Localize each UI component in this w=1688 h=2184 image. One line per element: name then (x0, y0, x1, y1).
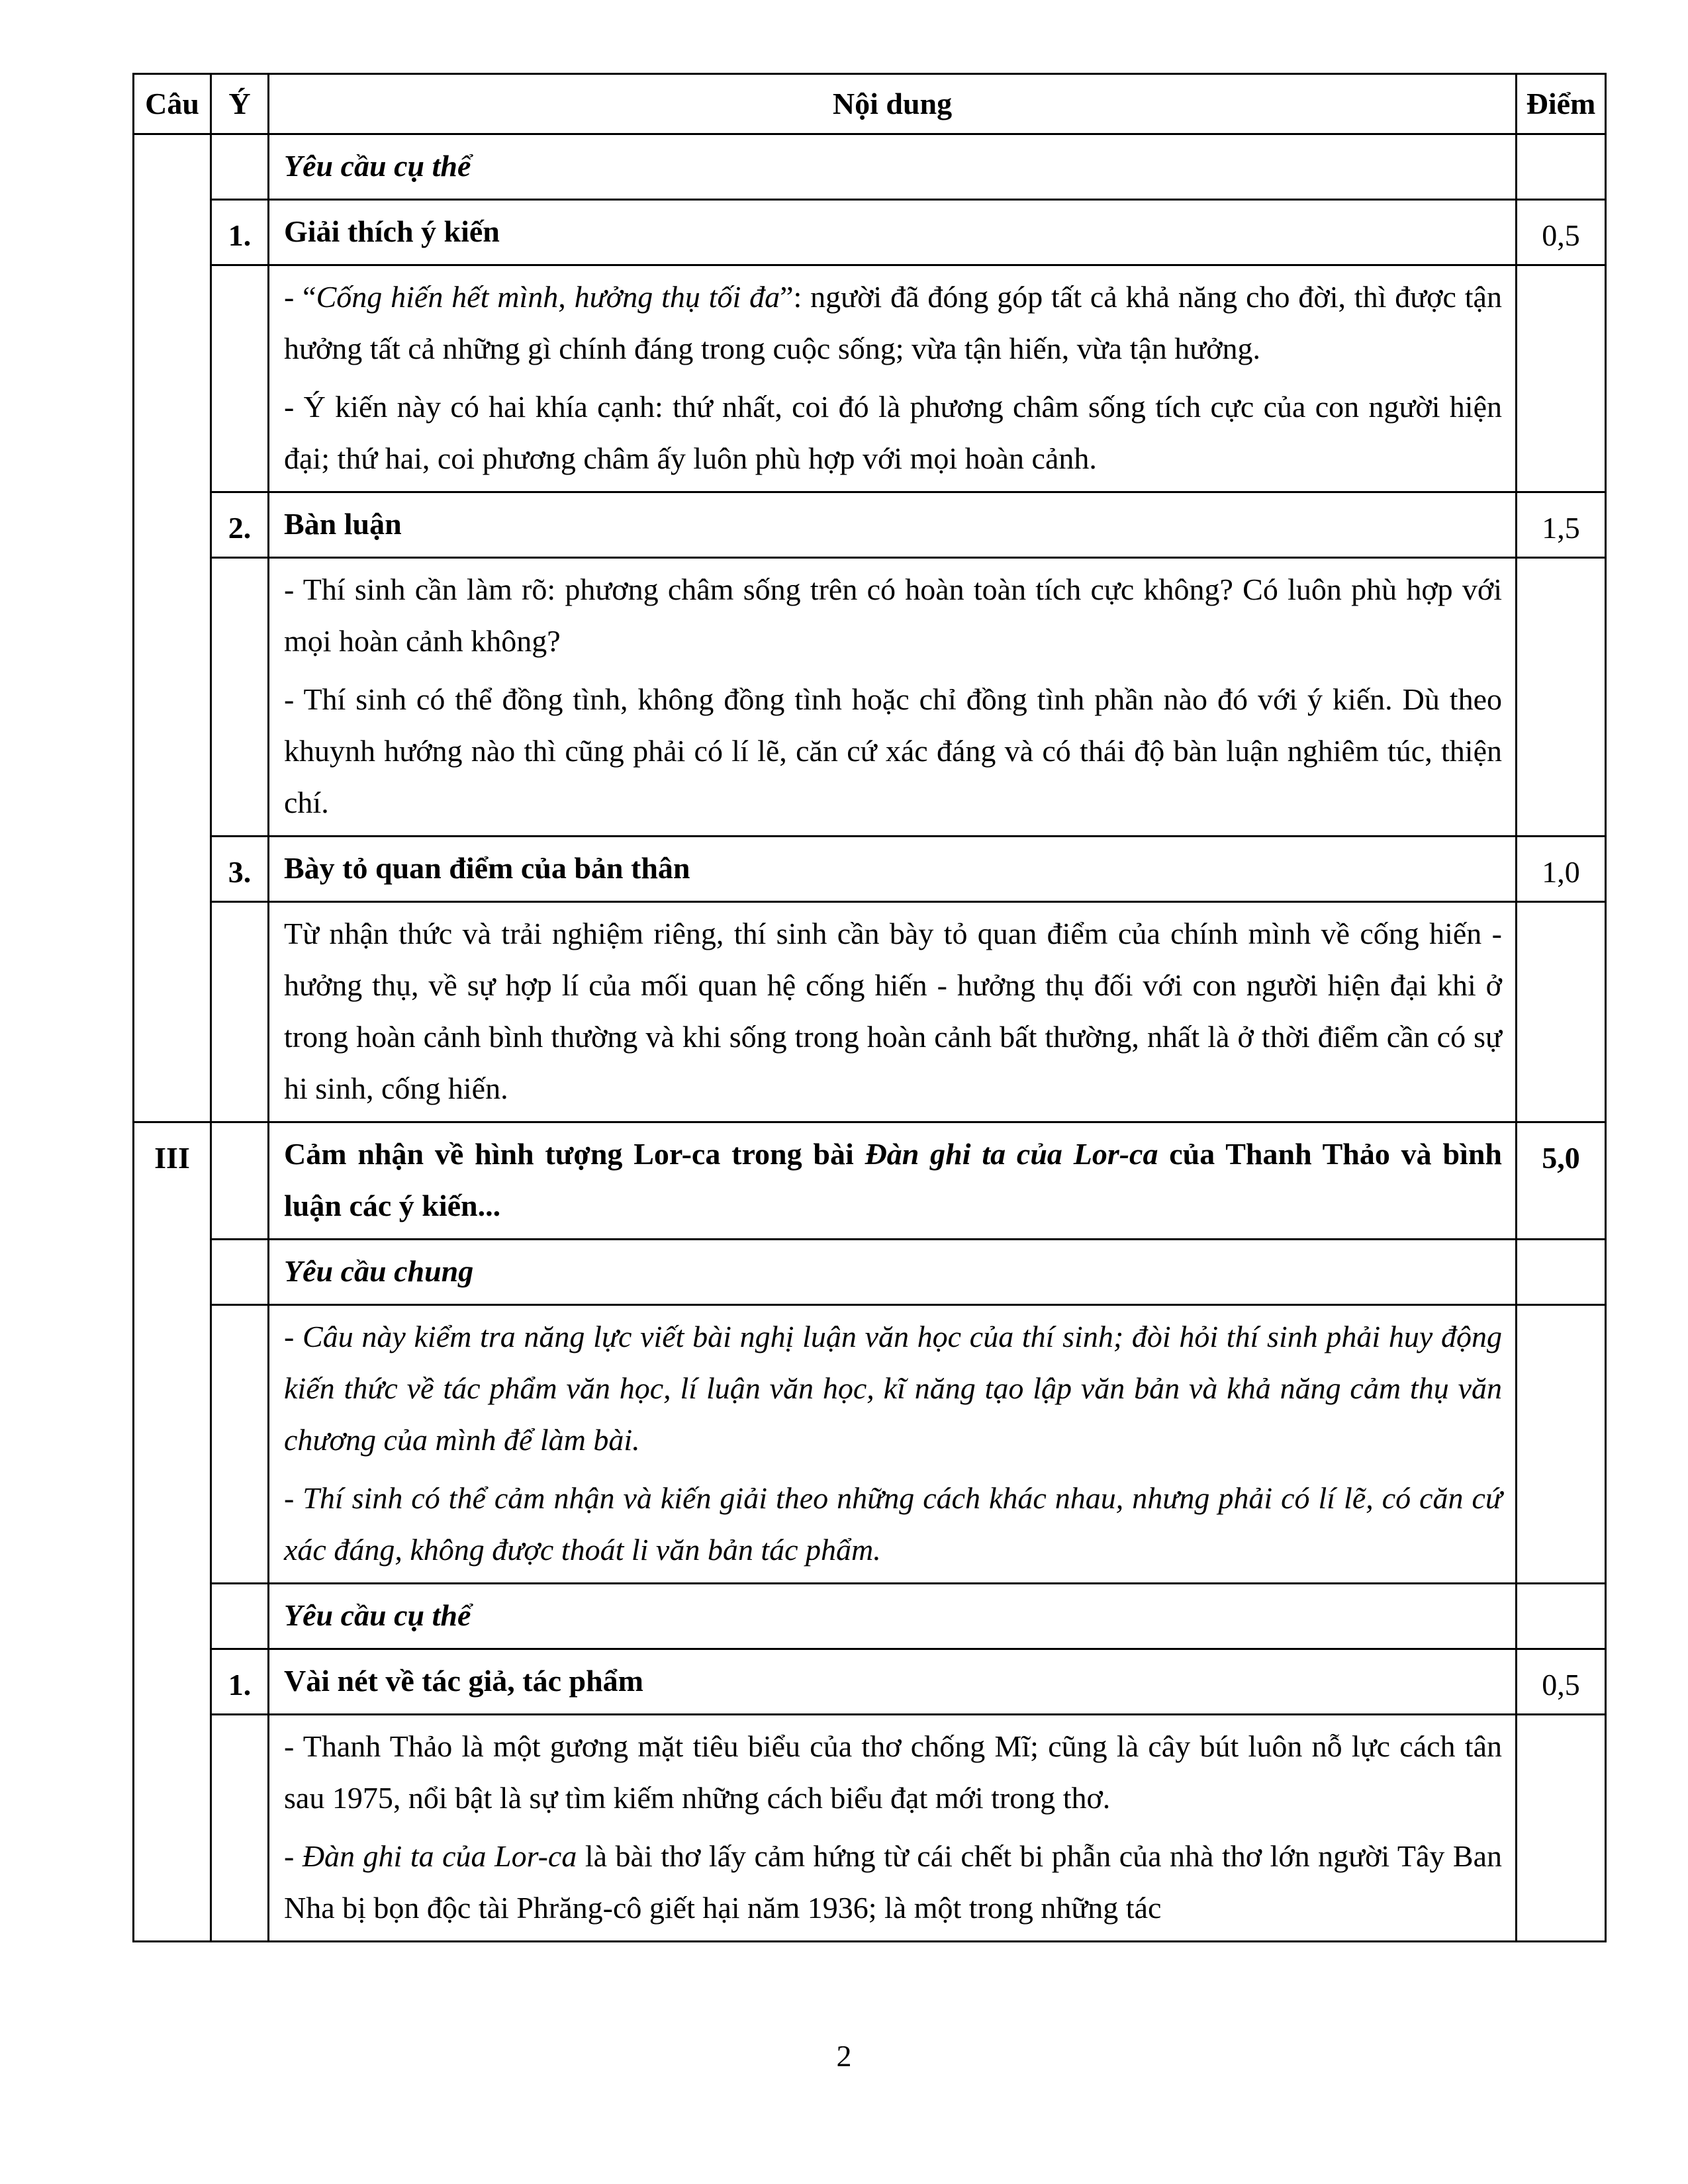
item-content (269, 902, 1517, 1122)
table-row (134, 902, 1606, 1122)
item-content (269, 265, 1517, 492)
table-row (134, 1649, 1606, 1715)
section-title: Cảm nhận về hình tượng Lor-ca trong bài Đàn ghi ta của Lor-ca của Thanh Thảo và bình luận các ý kiến... (269, 1122, 1517, 1240)
item-title: Giải thích ý kiến (284, 214, 500, 248)
item-score: 0,5 (1517, 200, 1606, 265)
header-cau: Câu (134, 74, 211, 134)
table-row (134, 1240, 1606, 1305)
table-header-row (134, 74, 1606, 134)
section-score: 5,0 (1517, 1122, 1606, 1240)
item-title: Bàn luận (284, 507, 402, 541)
paragraph: - Thí sinh cần làm rõ: phương châm sống trên có hoàn toàn tích cực không? Có luôn phù hợp với mọi hoàn cảnh không? (284, 572, 1502, 658)
table-row (134, 558, 1606, 837)
item-content (269, 1305, 1517, 1584)
item-number: 2. (211, 492, 269, 558)
paragraph: - Đàn ghi ta của Lor-ca là bài thơ lấy cảm hứng từ cái chết bi phẫn của nhà thơ lớn người Tây Ban Nha bị bọn độc tài Phrăng-cô giết hại năm 1936; là một trong những tác (284, 1839, 1502, 1925)
table-row (134, 837, 1606, 902)
paragraph: - Thanh Thảo là một gương mặt tiêu biểu của thơ chống Mĩ; cũng là cây bút luôn nỗ lực cách tân sau 1975, nổi bật là sự tìm kiếm những cách biểu đạt mới trong thơ. (284, 1729, 1502, 1815)
paragraph: - “Cống hiến hết mình, hưởng thụ tối đa”: người đã đóng góp tất cả khả năng cho đời, thì được tận hưởng tất cả những gì chính đáng trong cuộc sống; vừa tận hiến, vừa tận hưởng. (284, 280, 1502, 365)
grading-table (132, 73, 1607, 1942)
table-row (134, 134, 1606, 200)
item-title: Vài nét về tác giả, tác phẩm (284, 1664, 643, 1698)
table-row (134, 1305, 1606, 1584)
paragraph: Từ nhận thức và trải nghiệm riêng, thí sinh cần bày tỏ quan điểm của chính mình về cống hiến - hưởng thụ, về sự hợp lí của mối quan hệ cống hiến - hưởng thụ đối với con người hiện đại khi ở trong hoàn cảnh bình thường và khi sống trong hoàn cảnh bất thường, nhất là ở thời điểm cần có sự hi sinh, cống hiến. (284, 917, 1502, 1105)
yeu-cau-cu-the-label: Yêu cầu cụ thể (284, 149, 471, 183)
header-noi-dung: Nội dung (269, 74, 1517, 134)
item-content (269, 558, 1517, 837)
item-number: 1. (211, 1649, 269, 1715)
table-row (134, 200, 1606, 265)
cau-number: III (134, 1122, 211, 1942)
table-row (134, 1715, 1606, 1942)
item-score: 1,5 (1517, 492, 1606, 558)
item-number: 1. (211, 200, 269, 265)
table-row (134, 492, 1606, 558)
item-score: 0,5 (1517, 1649, 1606, 1715)
table-row (134, 265, 1606, 492)
header-y: Ý (211, 74, 269, 134)
paragraph: - Câu này kiểm tra năng lực viết bài nghị luận văn học của thí sinh; đòi hỏi thí sinh phải huy động kiến thức về tác phẩm văn học, lí luận văn học, kĩ năng tạo lập văn bản và khả năng cảm thụ văn chương của mình để làm bài. (284, 1320, 1502, 1457)
yeu-cau-cu-the-label: Yêu cầu cụ thể (284, 1598, 471, 1632)
table-row (134, 1584, 1606, 1649)
paragraph: - Thí sinh có thể đồng tình, không đồng tình hoặc chỉ đồng tình phần nào đó với ý kiến. Dù theo khuynh hướng nào thì cũng phải có lí lẽ, căn cứ xác đáng và có thái độ bàn luận nghiêm túc, thiện chí. (284, 682, 1502, 819)
yeu-cau-chung-label: Yêu cầu chung (284, 1254, 474, 1288)
item-score: 1,0 (1517, 837, 1606, 902)
paragraph: - Ý kiến này có hai khía cạnh: thứ nhất, coi đó là phương châm sống tích cực của con người hiện đại; thứ hai, coi phương châm ấy luôn phù hợp với mọi hoàn cảnh. (284, 390, 1502, 475)
page-number: 2 (836, 2039, 852, 2073)
item-content (269, 1715, 1517, 1942)
item-title: Bày tỏ quan điểm của bản thân (284, 851, 690, 885)
item-number: 3. (211, 837, 269, 902)
cau-cell-empty (134, 134, 211, 1122)
header-diem: Điểm (1517, 74, 1606, 134)
paragraph: - Thí sinh có thể cảm nhận và kiến giải theo những cách khác nhau, nhưng phải có lí lẽ, có căn cứ xác đáng, không được thoát li văn bản tác phẩm. (284, 1481, 1502, 1567)
table-row (134, 1122, 1606, 1240)
